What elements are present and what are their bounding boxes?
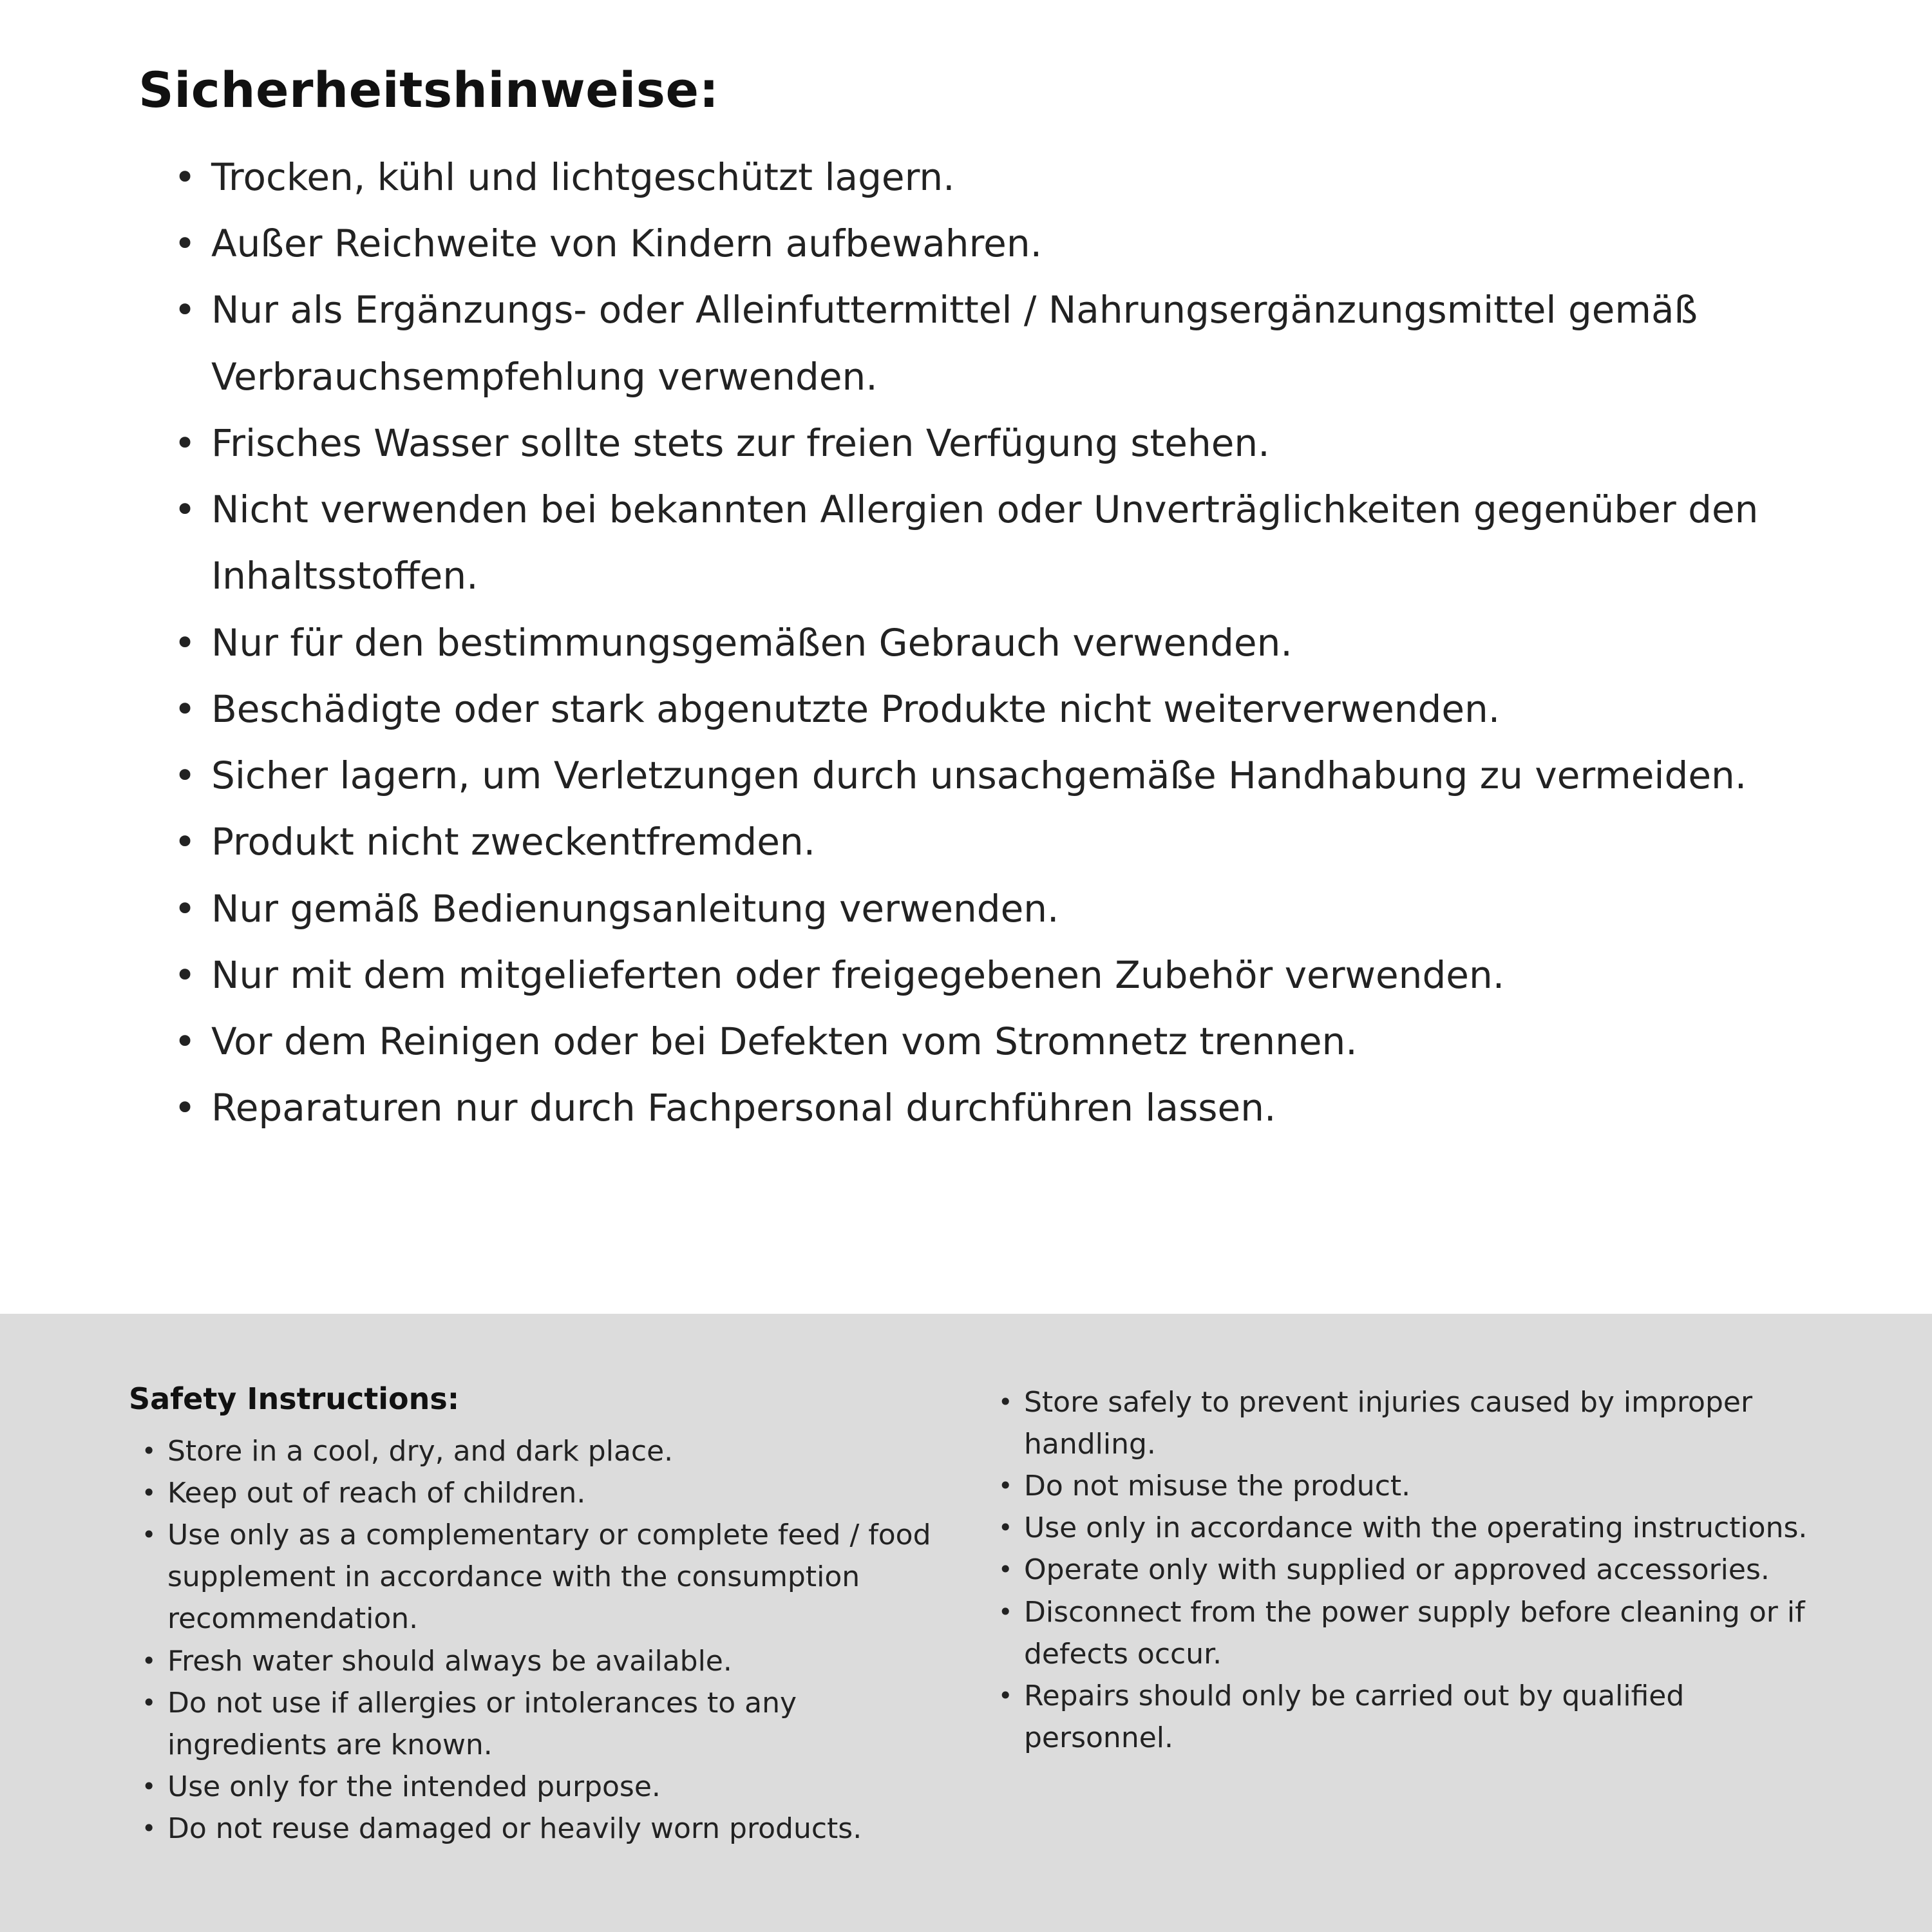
list-item: • Beschädigte oder stark abgenutzte Produkte nicht weiterverwenden. bbox=[174, 676, 1803, 743]
list-item: • Disconnect from the power supply before cleaning or if defects occur. bbox=[998, 1591, 1810, 1675]
german-section-title: Sicherheitshinweise: bbox=[138, 61, 719, 118]
list-item: • Außer Reichweite von Kindern aufbewahren. bbox=[174, 211, 1803, 277]
list-item: • Nur mit dem mitgelieferten oder freigegebenen Zubehör verwenden. bbox=[174, 942, 1803, 1009]
list-item: • Reparaturen nur durch Fachpersonal durchführen lassen. bbox=[174, 1075, 1803, 1141]
list-item: • Do not use if allergies or intolerances to any ingredients are known. bbox=[142, 1682, 940, 1766]
list-item: • Do not misuse the product. bbox=[998, 1465, 1810, 1507]
english-safety-section bbox=[0, 1314, 1932, 1932]
list-item: • Sicher lagern, um Verletzungen durch unsachgemäße Handhabung zu vermeiden. bbox=[174, 743, 1803, 809]
list-item: • Produkt nicht zweckentfremden. bbox=[174, 809, 1803, 875]
german-safety-list bbox=[138, 144, 1803, 1142]
list-item: • Keep out of reach of children. bbox=[142, 1472, 940, 1514]
list-item: • Vor dem Reinigen oder bei Defekten vom Stromnetz trennen. bbox=[174, 1009, 1803, 1075]
list-item: • Use only as a complementary or complete feed / food supplement in accordance with the consumption recommendation. bbox=[142, 1514, 940, 1640]
list-item: • Trocken, kühl und lichtgeschützt lagern. bbox=[174, 144, 1803, 211]
list-item: • Fresh water should always be available. bbox=[142, 1640, 940, 1682]
list-item: • Repairs should only be carried out by qualified personnel. bbox=[998, 1675, 1810, 1759]
list-item: • Store in a cool, dry, and dark place. bbox=[142, 1430, 940, 1472]
english-safety-list-left bbox=[129, 1430, 940, 1850]
list-item: • Store safely to prevent injuries caused by improper handling. bbox=[998, 1381, 1810, 1465]
english-left-column bbox=[129, 1381, 940, 1850]
list-item: • Do not reuse damaged or heavily worn products. bbox=[142, 1808, 940, 1850]
english-safety-list-right bbox=[998, 1381, 1810, 1759]
english-right-column bbox=[998, 1381, 1810, 1850]
list-item: • Use only in accordance with the operating instructions. bbox=[998, 1507, 1810, 1549]
list-item: • Frisches Wasser sollte stets zur freien Verfügung stehen. bbox=[174, 410, 1803, 477]
list-item: • Use only for the intended purpose. bbox=[142, 1766, 940, 1808]
list-item: • Nur für den bestimmungsgemäßen Gebrauch verwenden. bbox=[174, 610, 1803, 676]
list-item: • Nur gemäß Bedienungsanleitung verwenden. bbox=[174, 876, 1803, 942]
english-section-title: Safety Instructions: bbox=[129, 1381, 460, 1416]
list-item: • Operate only with supplied or approved accessories. bbox=[998, 1549, 1810, 1591]
list-item: • Nicht verwenden bei bekannten Allergien oder Unverträglichkeiten gegenüber den Inhaltsstoffen. bbox=[174, 477, 1803, 609]
list-item: • Nur als Ergänzungs- oder Alleinfuttermittel / Nahrungsergänzungsmittel gemäß Verbrauchsempfehlung verwenden. bbox=[174, 277, 1803, 410]
english-two-column-layout bbox=[129, 1381, 1810, 1850]
